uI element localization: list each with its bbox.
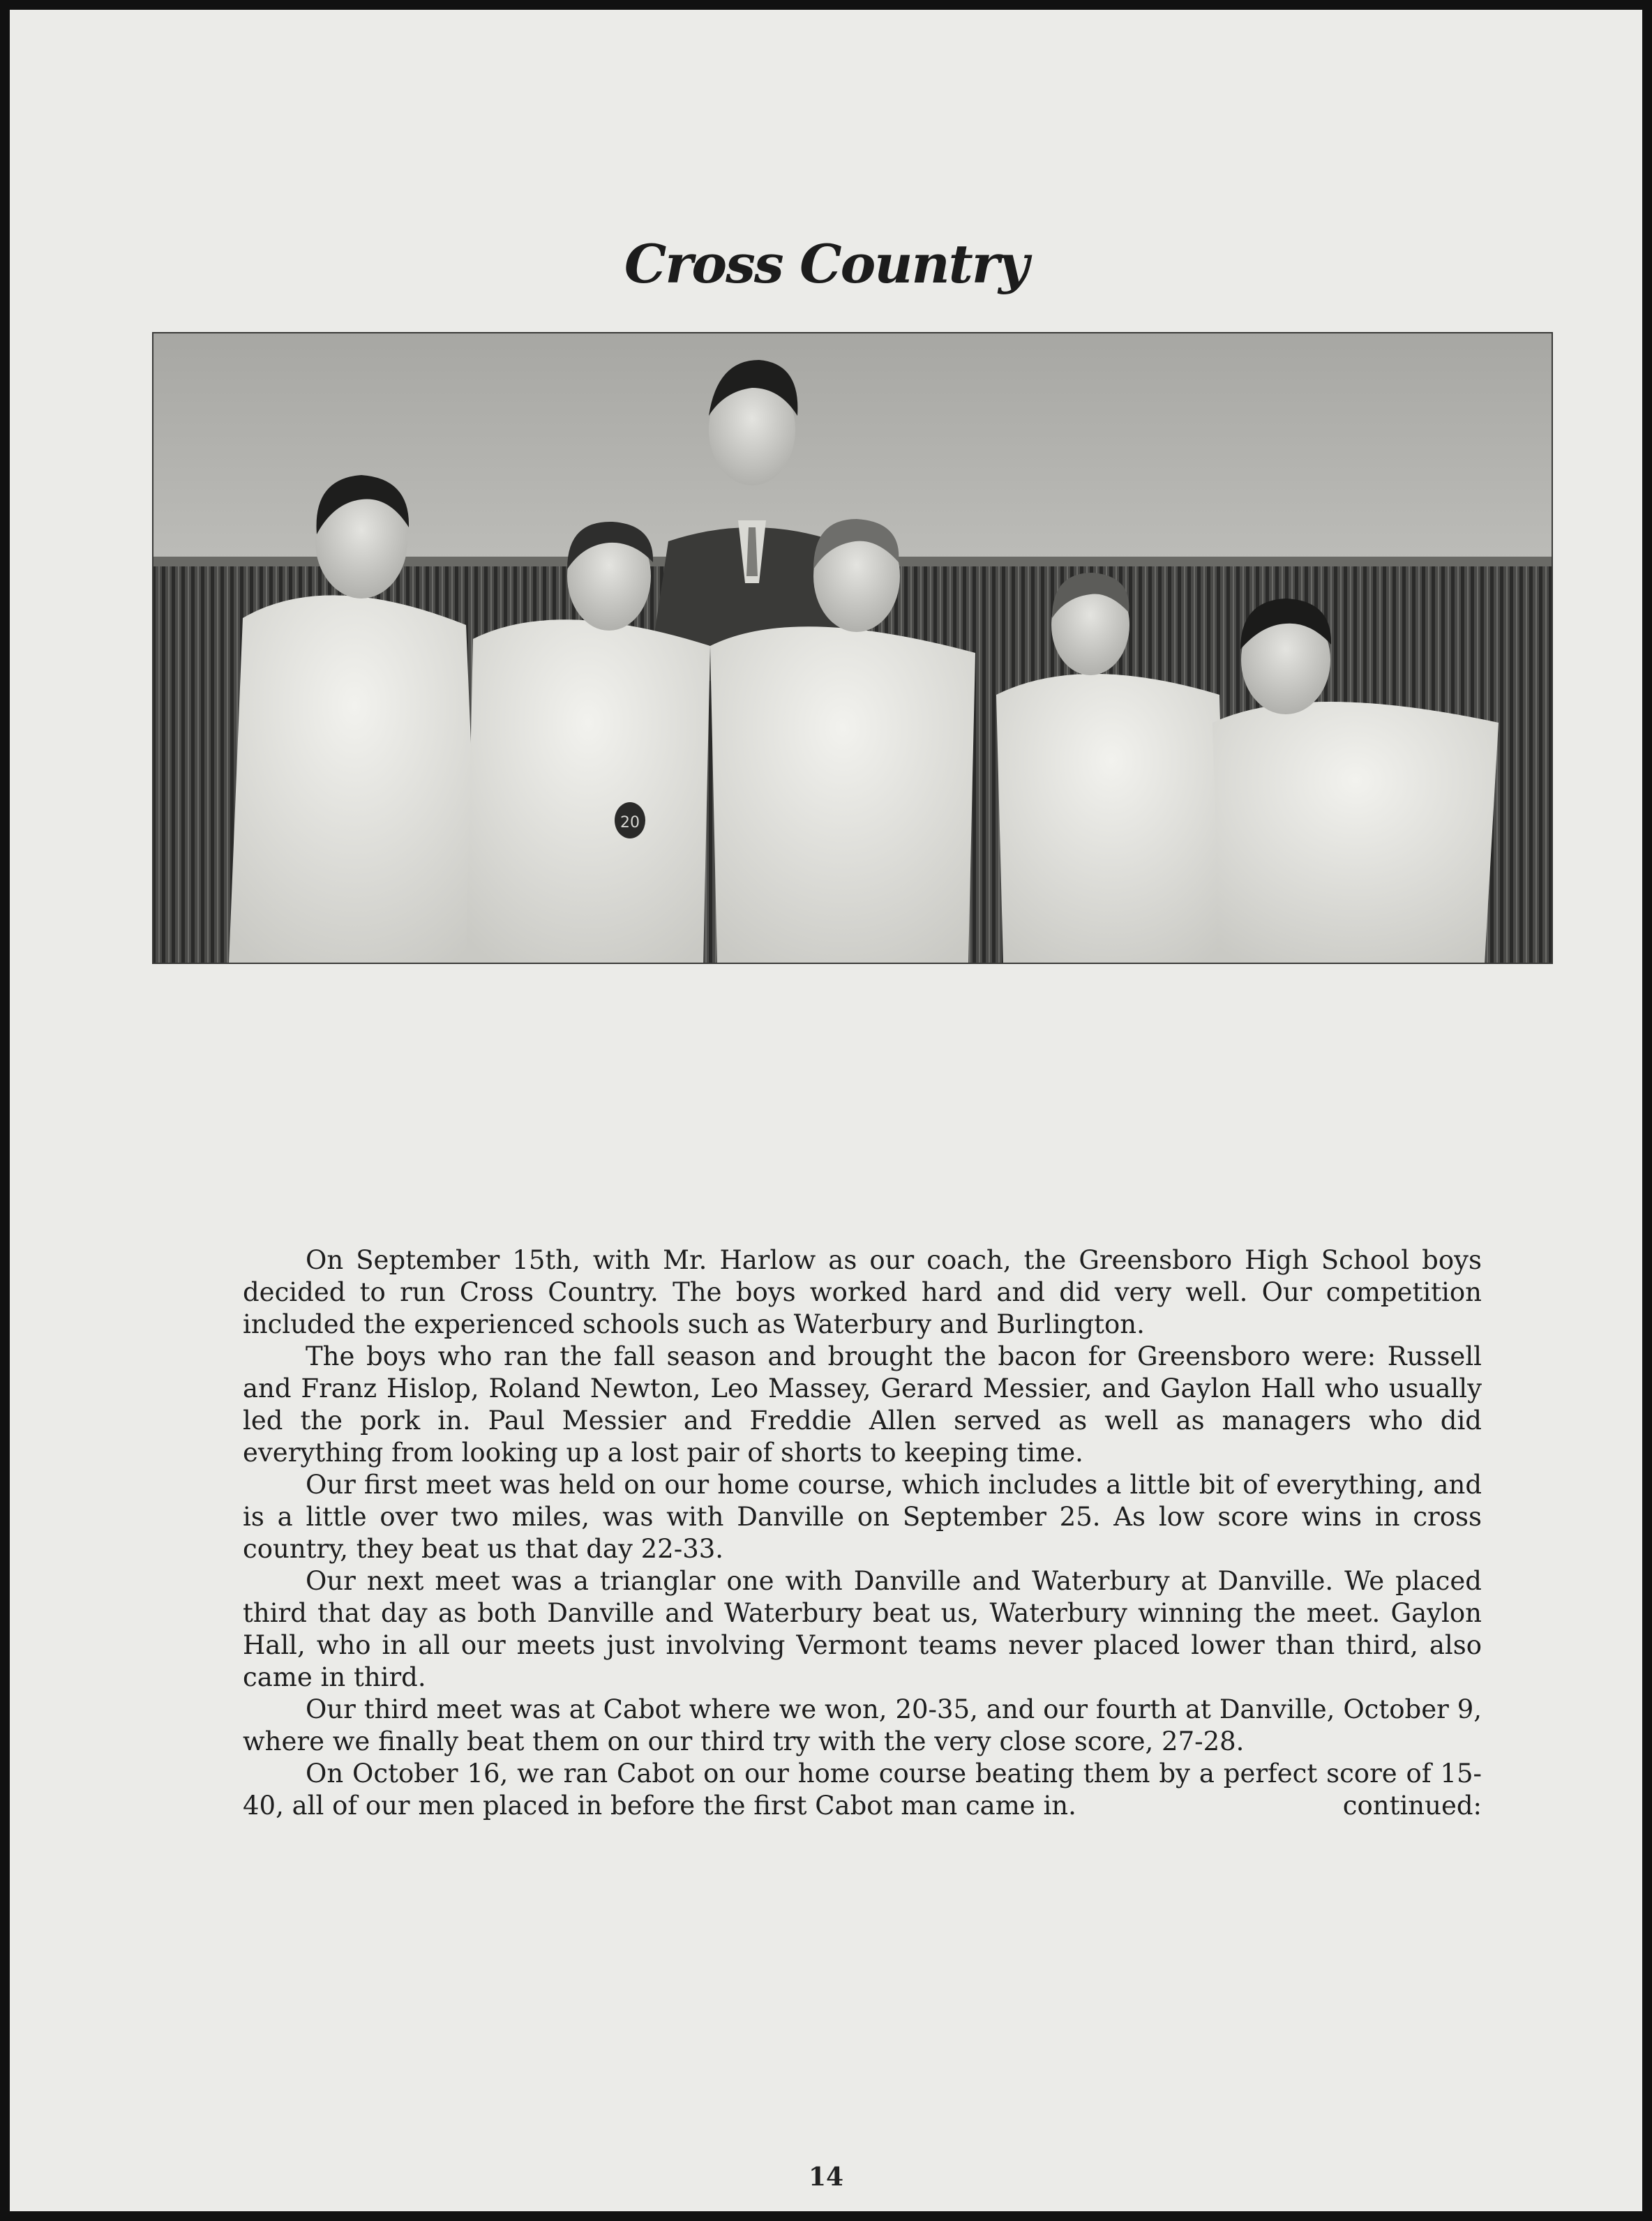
page-number: 14 [808,2162,844,2192]
paragraph: Our next meet was a trianglar one with Danville and Waterbury at Danville. We placed third that day as both Danville and Waterbury beat us, Waterbury winning the meet. Gaylon Hall, who in all our meets just involving Vermont teams never placed lower than third, also came in third. [243,1566,1482,1692]
paragraph: Our third meet was at Cabot where we won, 20-35, and our fourth at Danville, October 9, where we finally beat them on our third try with the very close score, 27-28. [243,1694,1482,1756]
paragraph: On October 16, we ran Cabot on our home course beating them by a perfect score of 15-40, all of our men placed in before the first Cabot man came in. [243,1759,1482,1821]
paragraph: Our first meet was held on our home course, which includes a little bit of everything, and is a little over two miles, was with Danville on September 25. As low score wins in cross country, they beat us that day 22-33. [243,1470,1482,1564]
yearbook-page [10,10,1642,2211]
continued-label: continued: [1342,1791,1482,1821]
svg-text:20: 20 [620,814,640,831]
paragraph: The boys who ran the fall season and brought the bacon for Greensboro were: Russell and Franz Hislop, Roland Newton, Leo Massey, Gerard Messier, and Gaylon Hall who usually led the pork in. Paul Messier and Freddie Allen served as well as managers who did everything from looking up a lost pair of shorts to keeping time. [243,1341,1482,1468]
article-body [243,1244,1482,1822]
team-photo [152,332,1553,964]
page-title: Cross Country [624,233,1028,295]
paragraph: On September 15th, with Mr. Harlow as our coach, the Greensboro High School boys decided to run Cross Country. The boys worked hard and did very well. Our competition included the experienced schools such as Waterbury and Burlington. [243,1245,1482,1339]
